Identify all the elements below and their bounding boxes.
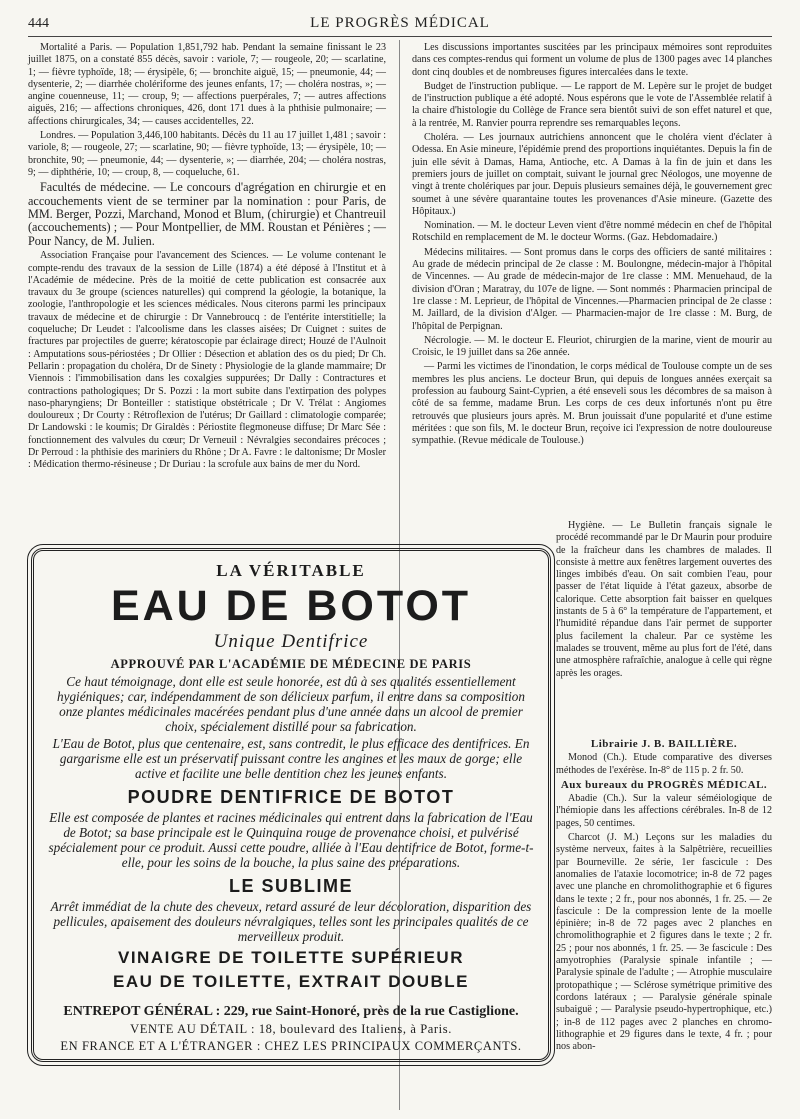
ad-unique-dentifrice: Unique Dentifrice xyxy=(213,631,369,652)
botot-advertisement xyxy=(31,548,551,1062)
association-paragraph: Association Française pour l'avancement des Sciences. — Le volume contenant le compte-rendu des travaux de la session de Lille (1874) a été déposé à l'Institut et à l'Académie de médecine. Près de la moitié de cette publication est consacrée aux travaux du 3e groupe (sciences naturelles) qui comprend la géologie, la botanique, la zoologie, l'anthropologie et les sciences médicales. Nous citerons parmi les principaux travaux de médecine et de chirurgie : Dr Vannebroucq : de l'entérite interstitielle; la coqueluche; Dr Leudet : l'alcoolisme dans les classes aisées; Dr Cuignet : suites de fractures par projectiles de guerre; kératoscopie par éclairage direct; Houzé de l'Aulnoit : Amputations sous-périostées ; Dr Ollier : Désection et ablation des os du pied; Dr Ch. Pellarin : propagation du choléra, Dr de Sinety : Physiologie de la glande mammaire; Dr Viennois : l'immobilisation dans les coxalgies suppurées; Dr Dally : Contractures et contractions pathologiques; Dr S. Pozzi : la mort subite dans l'extirpation des polypes naso-pharyngiens; Dr Bonteiller : statistique obstétricale ; Dr V. Trélat : Angiomes douloureux ; Dr Courty : Rétroflexion de l'utérus; Dr Gaillard : climatologie comparée; Dr Landowski : le koumis; Dr Giraldès : Périostite flegmoneuse diffuse; Dr Marc Sée : fonctionnement des valvules du cœur; Dr Verneuil : Névralgies secondaires précoces ; Dr Perroud : la phthisie des mariniers du Rhône ; Dr A. Favre : le daltonisme; Dr Mosler : Médication thermo-résineuse ; Dr Duriau : la scrofule aux bains de mer du Nord. xyxy=(28,250,386,471)
page-number: 444 xyxy=(28,16,49,31)
ad-eau-de-botot: EAU DE BOTOT xyxy=(110,582,472,630)
abadie-entry: Abadie (Ch.). Sur la valeur séméiologique de l'hémiopie dans les affections cérébrales. In-8 de 12 pages, 50 centimes. xyxy=(556,793,772,829)
page-header xyxy=(28,14,772,36)
inondation-paragraph: — Parmi les victimes de l'inondation, le corps médical de Toulouse compte un de ses membres les plus anciens. Le docteur Brun, qui depuis de longues années exerçait sa profession au faubourg Saint-Cyprien, a été enseveli sous les décombres de sa maison à côté de sa femme, madame Brun. Les corps de ces deux infortunés n'ont pu être retrouvés que plusieurs jours après. M. Brun jouissait d'une popularité et d'une estime méritées : que son fils, M. le docteur Brun, reçoive ici l'expression de notre douloureuse sympathie. (Revue médicale de Toulouse.) xyxy=(412,361,772,447)
ad-eau-toilette-heading: EAU DE TOILETTE, EXTRAIT DOUBLE xyxy=(113,972,469,991)
ad-paragraph-4: Arrêt immédiat de la chute des cheveux, retard assuré de leur décoloration, disparition des pellicules, apaisement des douleurs névralgiques, telles sont les principales qualités de ce merveilleux produit. xyxy=(50,899,532,944)
ad-france-etranger: EN FRANCE ET A L'ÉTRANGER : CHEZ LES PRINCIPAUX COMMERÇANTS. xyxy=(60,1039,522,1053)
discussions-paragraph: Les discussions importantes suscitées par les principaux mémoires sont reproduites dans ces comptes-rendus qui forment un volume de plus de 1300 pages avec 14 planches dont cinq doubles et de nombreuses figures intercalées dans le texte. xyxy=(412,42,772,78)
cholera-paragraph: Choléra. — Les journaux autrichiens annoncent que le choléra vient d'éclater à Odessa. En Asie mineure, l'épidémie prend des proportions inquiétantes. Depuis la fin de juin elle sévit à Damas, Hama, Antioche, etc. A Damas à la fin de juin et dans les premiers jours de juillet on comptait, suivant le journal grec Néologos, une moyenne de vingt à trente cholériques par jour. Depuis plusieurs semaines déjà, le gouvernement grec soumet à une sévère quarantaine toutes les provenances d'Asie mineure. (Gazette des Hôpitaux.) xyxy=(412,132,772,217)
header-rule xyxy=(28,36,772,37)
ad-vente: VENTE AU DÉTAIL : 18, boulevard des Italiens, à Paris. xyxy=(130,1022,452,1036)
right-column xyxy=(412,42,772,450)
budget-paragraph: Budget de l'instruction publique. — Le rapport de M. Lepère sur le projet de budget de l'instruction publique a été adopté. Nous espérons que le vote de l'Assemblée relatif à la chaire d'histologie du Collège de France sera bientôt suivi de son effet naturel et que, à la rentrée, M. Ranvier pourra reprendre ses remarquables leçons. xyxy=(412,80,772,129)
medecins-paragraph: Médecins militaires. — Sont promus dans le corps des officiers de santé militaires : Au grade de médecin principal de 2e classe : M. Boulongne, médecin-major à l'hôpital de Vincennes. — Au grade de médecin-major de 1re classe : MM. Menuehaud, de la division d'Oran ; Maratray, du 107e de ligne. — Sont nommés : Pharmacien principal de 1re classe : M. Leprieur, de l'hôpital de Vincennes.—Pharmacien principal de 2e classe : M. Jaillard, de la division d'Alger. — Pharmacien-major de 1re classe : M. Burg, de l'hôpital de Perpignan. xyxy=(412,246,772,332)
ad-paragraph-3: Elle est composée de plantes et racines médicinales qui entrent dans la fabrication de l'Eau de Botot; sa base principale est le Quinquina rouge de provenance choisi, et pulvérisé spécialement pour ce produit. Aussi cette poudre, alliée à l'Eau dentifrice de Botot, forme-t-elle, pour les soins de la bouche, la plus saine des préparations. xyxy=(48,810,534,870)
ad-entrepot: ENTREPOT GÉNÉRAL : 229, rue Saint-Honoré, près de la rue Castiglione. xyxy=(63,1004,519,1019)
nomination-paragraph: Nomination. — M. le docteur Leven vient d'être nommé médecin en chef de l'hôpital Rotschild en remplacement de M. le docteur Worms. (Gaz. Hebdomadaire.) xyxy=(412,220,772,244)
librairie-heading: Librairie J. B. BAILLIÈRE. xyxy=(590,738,738,750)
ad-paragraph-2: L'Eau de Botot, plus que centenaire, est, sans contredit, le plus efficace des dentifrices. En gargarisme elle est un préservatif puissant contre les angines et les maux de gorge; elle active et facilite une belle dentition chez les jeunes enfants. xyxy=(52,736,530,781)
bureaux-heading: Aux bureaux du PROGRÈS MÉDICAL. xyxy=(560,778,768,791)
londres-paragraph: Londres. — Population 3,446,100 habitants. Décès du 11 au 17 juillet 1,481 ; savoir : variole, 8; — rougeole, 27; — scarlatine, 90; — fièvre typhoïde, 13; — érysipèle, 10; — bronchite, 90; — pneumonie, 44; — dysenterie, »; — diarrhée, 204; — choléra nostras, 9; — diphthérie, 10; — croup, 8, — coqueluche, 61. xyxy=(28,130,386,178)
charcot-entry: Charcot (J. M.) Leçons sur les maladies du système nerveux, faites à la Salpêtrière, recueillies par Bourneville. 2e série, 1er fascicule : Des anomalies de l'ataxie locomotrice; in-8 de 72 pages avec une planche en chromolithographie et 6 figures dans le texte ; 2 fr., pour nos abonnés, 1 fr. 25. — 2e fascicule : De la compression lente de la moelle épinière; in-8 de 72 pages avec 2 planches en chromolithographie et 2 figures dans le texte ; 2 fr. 25 ; pour nos abonnés, 1 fr. 25. — 3e fascicule : Des amyotrophies (Paralysie spinale infantile ; — Paralysie spinale de l'adulte ; — Atrophie musculaire protopathique ; — Sclérose symétrique primitive des cordons latéraux ; — Paralysie générale spinale subaiguë ; — Paralysie pseudo-hypertrophique, etc.) ; in-8 de 112 pages avec 2 planches en chromo-lithographie et 29 figures dans le texte, 4 fr. ; pour nos abon- xyxy=(556,832,772,1053)
monod-entry: Monod (Ch.). Etude comparative des diverses méthodes de l'exérèse. In-8° de 115 p. 2 fr. 50. xyxy=(556,752,772,776)
journal-title: LE PROGRÈS MÉDICAL xyxy=(310,15,490,31)
bibliography-column xyxy=(556,738,772,1055)
ad-approuve: APPROUVÉ PAR L'ACADÉMIE DE MÉDECINE DE PARIS xyxy=(110,657,472,671)
ad-vinaigre-heading: VINAIGRE DE TOILETTE SUPÉRIEUR xyxy=(117,948,464,967)
ad-sublime-heading: LE SUBLIME xyxy=(228,876,353,896)
left-column xyxy=(28,42,386,474)
facultes-paragraph: Facultés de médecine. — Le concours d'agrégation en chirurgie et en accouchements vient de se terminer par la nomination : pour Paris, de MM. Berger, Pozzi, Marchand, Monod et Blum, (chirurgie) et Chantreuil (accouchements) ; — Pour Montpellier, de MM. Roustan et Pénières ; — Pour Nancy, de M. Julien. xyxy=(28,180,386,248)
necrologie-paragraph: Nécrologie. — M. le docteur E. Fleuriot, chirurgien de la marine, vient de mourir au Croisic, le 19 juillet dans sa 26e année. xyxy=(412,334,772,359)
hygiene-paragraph: Hygiène. — Le Bulletin français signale le procédé recommandé par le Dr Maurin pour produire de la fraîcheur dans les chambres de malades. Il consiste à mettre aux fenêtres largement ouvertes des linges imbibés d'eau. On sait combien l'eau, pour passer de l'état liquide à l'état gazeux, absorbe de calorique. Cette absorption fait baisser en quelques instants de 5 à 6° la température de l'appartement, et l'humidité répandue dans l'air permet de supporter plus facilement la chaleur. Par ce système les malades se trouvent, même au plus fort de l'été, dans une atmosphère rafraîchie, analogue à celle qui règne après les orages. xyxy=(556,520,772,679)
hygiene-column xyxy=(556,520,772,682)
ad-poudre-heading: POUDRE DENTIFRICE DE BOTOT xyxy=(127,787,455,807)
mortalite-paragraph: Mortalité a Paris. — Population 1,851,792 hab. Pendant la semaine finissant le 23 juillet 1875, on a constaté 855 décès, savoir : variole, 7; — rougeole, 20; — scarlatine, 1; — fièvre typhoïde, 18; — érysipèle, 6; — bronchite aiguë, 15; — pneumonie, 44; — dysenterie, 2; — diarrhée cholériforme des jeunes enfants, 17; — choléra nostras, »; — angine couenneuse, 11; — croup, 9; — affections puerpérales, 7; — autres affections aiguës, 216; — affections chroniques, 426, dont 171 dues à la phthisie pulmonaire; — affections chirurgicales, 34; — causes accidentelles, 22. xyxy=(28,42,386,127)
ad-paragraph-1: Ce haut témoignage, dont elle est seule honorée, est dû à ses qualités essentiellement hygiéniques; car, indépendamment de son délicieux parfum, il entre dans sa composition onze plantes médicinales macérées pendant plus d'une année dans un alcool de premier choix, spécialement distillé pour sa fabrication. xyxy=(57,674,525,734)
ad-la-veritable: LA VÉRITABLE xyxy=(216,561,366,580)
